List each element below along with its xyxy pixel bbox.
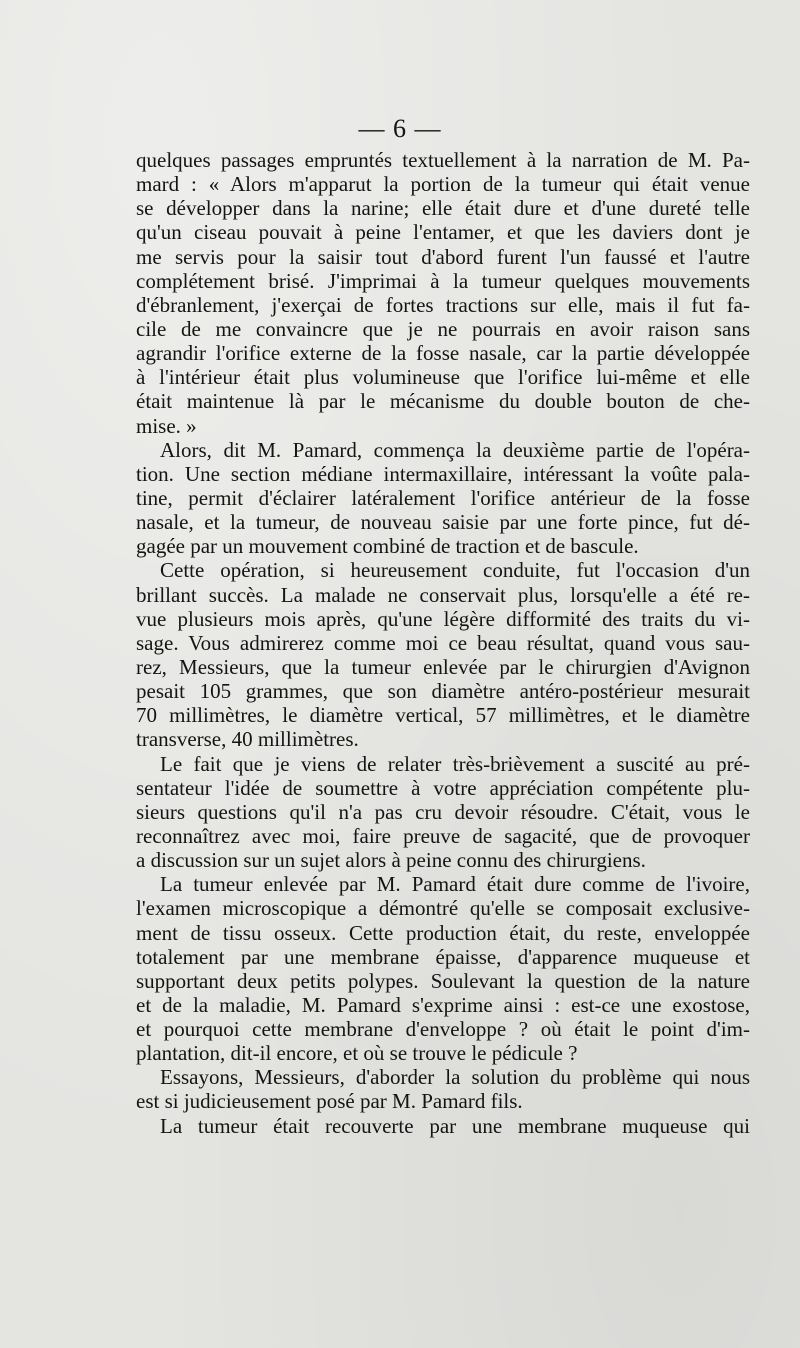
text-line: me servis pour la saisir tout d'abord furent l'un faussé et l'autre xyxy=(136,244,750,269)
text-line: d'ébranlement, j'exerçai de fortes tractions sur elle, mais il fut fa- xyxy=(136,292,750,317)
text-line: vue plusieurs mois après, qu'une légère difformité des traits du vi- xyxy=(136,606,750,631)
body-text xyxy=(136,148,750,1138)
text-line: quelques passages empruntés textuellement à la narration de M. Pa- xyxy=(136,148,750,172)
text-line: supportant deux petits polypes. Soulevant la question de la nature xyxy=(136,968,750,993)
text-line: complétement brisé. J'imprimai à la tumeur quelques mouvements xyxy=(136,268,750,293)
text-line: La tumeur enlevée par M. Pamard était dure comme de l'ivoire, xyxy=(160,872,750,897)
text-line: pesait 105 grammes, que son diamètre antéro-postérieur mesurait xyxy=(136,679,750,704)
text-line: se développer dans la narine; elle était dure et d'une dureté telle xyxy=(136,196,750,221)
text-line: rez, Messieurs, que la tumeur enlevée par le chirurgien d'Avignon xyxy=(136,654,750,679)
text-line: qu'un ciseau pouvait à peine l'entamer, et que les daviers dont je xyxy=(136,220,750,245)
text-line: est si judicieusement posé par M. Pamard fils. xyxy=(136,1089,523,1114)
text-line: l'examen microscopique a démontré qu'elle se composait exclusive- xyxy=(136,896,750,921)
text-line: Le fait que je viens de relater très-brièvement a suscité au pré- xyxy=(160,751,750,776)
text-line: sentateur l'idée de soumettre à votre appréciation compétente plu- xyxy=(136,775,750,800)
text-line: et de la maladie, M. Pamard s'exprime ainsi : est-ce une exostose, xyxy=(136,992,750,1017)
text-line: a discussion sur un sujet alors à peine connu des chirurgiens. xyxy=(136,848,646,873)
text-line: sieurs questions qu'il n'a pas cru devoir résoudre. C'était, vous le xyxy=(136,799,750,824)
text-line: Essayons, Messieurs, d'aborder la solution du problème qui nous xyxy=(160,1065,750,1090)
text-line: transverse, 40 millimètres. xyxy=(136,727,359,752)
text-line: était maintenue là par le mécanisme du double bouton de che- xyxy=(136,389,750,414)
text-line: plantation, dit-il encore, et où se trouve le pédicule ? xyxy=(136,1041,578,1066)
page-number: — 6 — xyxy=(358,114,442,143)
text-line: totalement par une membrane épaisse, d'apparence muqueuse et xyxy=(136,944,750,969)
text-line: 70 millimètres, le diamètre vertical, 57 millimètres, et le diamètre xyxy=(136,703,750,728)
text-line: à l'intérieur était plus volumineuse que l'orifice lui-même et elle xyxy=(136,365,750,390)
text-line: reconnaîtrez avec moi, faire preuve de sagacité, que de provoquer xyxy=(136,823,750,848)
text-line: Alors, dit M. Pamard, commença la deuxième partie de l'opéra- xyxy=(160,437,750,462)
text-line: mise. » xyxy=(136,413,197,438)
text-line: Cette opération, si heureusement conduite, fut l'occasion d'un xyxy=(160,558,750,583)
text-line: sage. Vous admirerez comme moi ce beau résultat, quand vous sau- xyxy=(136,630,750,655)
text-line: tion. Une section médiane intermaxillaire, intéressant la voûte pala- xyxy=(136,461,750,486)
text-line: mard : « Alors m'apparut la portion de la tumeur qui était venue xyxy=(136,172,750,197)
text-line: et pourquoi cette membrane d'enveloppe ? où était le point d'im- xyxy=(136,1017,750,1042)
text-line: ment de tissu osseux. Cette production était, du reste, enveloppée xyxy=(136,920,750,945)
text-line: nasale, et la tumeur, de nouveau saisie par une forte pince, fut dé- xyxy=(136,510,750,535)
text-line: agrandir l'orifice externe de la fosse nasale, car la partie développée xyxy=(136,341,750,366)
text-line: La tumeur était recouverte par une membrane muqueuse qui xyxy=(160,1113,750,1138)
text-line: cile de me convaincre que je ne pourrais en avoir raison sans xyxy=(136,316,750,341)
text-line: gagée par un mouvement combiné de traction et de bascule. xyxy=(136,534,639,559)
text-line: brillant succès. La malade ne conservait plus, lorsqu'elle a été re- xyxy=(136,582,750,607)
text-line: tine, permit d'éclairer latéralement l'orifice antérieur de la fosse xyxy=(136,485,750,510)
